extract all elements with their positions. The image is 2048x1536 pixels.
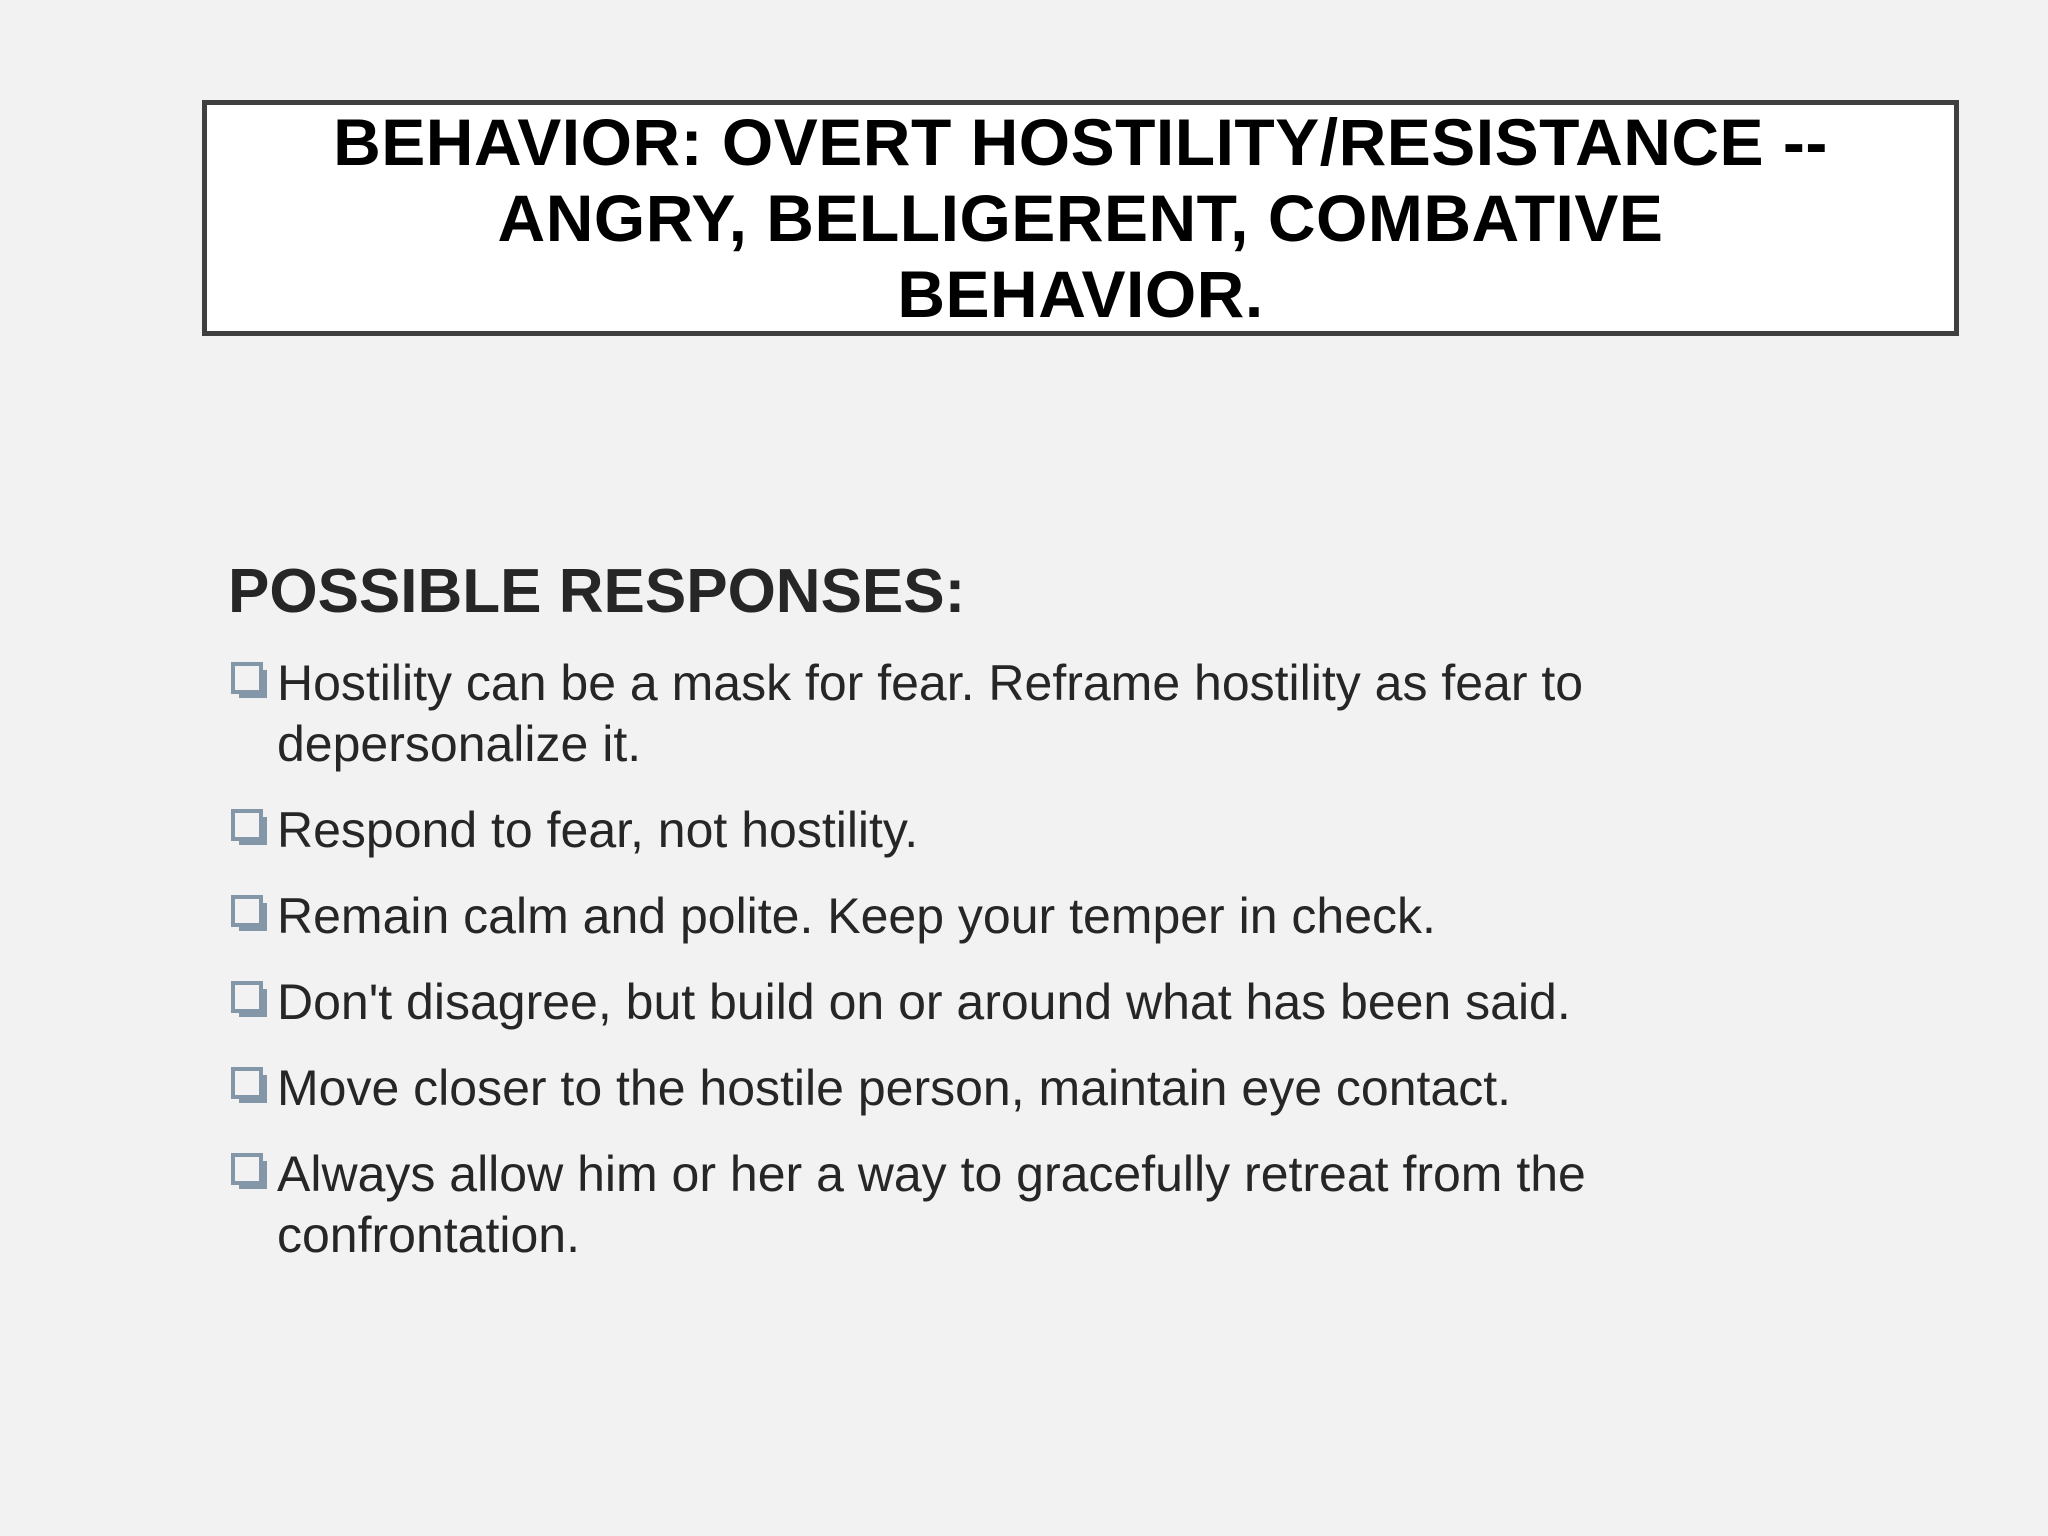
checkbox-square-icon bbox=[230, 1152, 270, 1192]
checkbox-square-icon bbox=[230, 1066, 270, 1106]
bullet-item bbox=[228, 800, 1788, 861]
bullet-text: Hostility can be a mask for fear. Reframe hostility as fear to depersonalize it. bbox=[277, 655, 1584, 772]
section-heading: POSSIBLE RESPONSES: bbox=[228, 557, 966, 626]
title-box bbox=[202, 100, 1959, 336]
bullet-item bbox=[228, 972, 1788, 1033]
bullet-text: Respond to fear, not hostility. bbox=[277, 802, 919, 858]
slide-title: BEHAVIOR: OVERT HOSTILITY/RESISTANCE -- ANGRY, BELLIGERENT, COMBATIVE BEHAVIOR. bbox=[333, 105, 1828, 331]
bullet-list bbox=[228, 653, 1788, 1266]
bullet-item bbox=[228, 653, 1788, 775]
bullet-item bbox=[228, 886, 1788, 947]
bullet-text: Always allow him or her a way to gracefully retreat from the confrontation. bbox=[277, 1146, 1586, 1263]
content-area bbox=[228, 555, 1788, 1291]
checkbox-square-icon bbox=[230, 661, 270, 701]
bullet-text: Remain calm and polite. Keep your temper in check. bbox=[277, 888, 1436, 944]
bullet-text: Don't disagree, but build on or around what has been said. bbox=[277, 974, 1571, 1030]
bullet-item bbox=[228, 1058, 1788, 1119]
checkbox-square-icon bbox=[230, 980, 270, 1020]
checkbox-square-icon bbox=[230, 894, 270, 934]
bullet-item bbox=[228, 1144, 1788, 1266]
checkbox-square-icon bbox=[230, 808, 270, 848]
bullet-text: Move closer to the hostile person, maintain eye contact. bbox=[277, 1060, 1511, 1116]
